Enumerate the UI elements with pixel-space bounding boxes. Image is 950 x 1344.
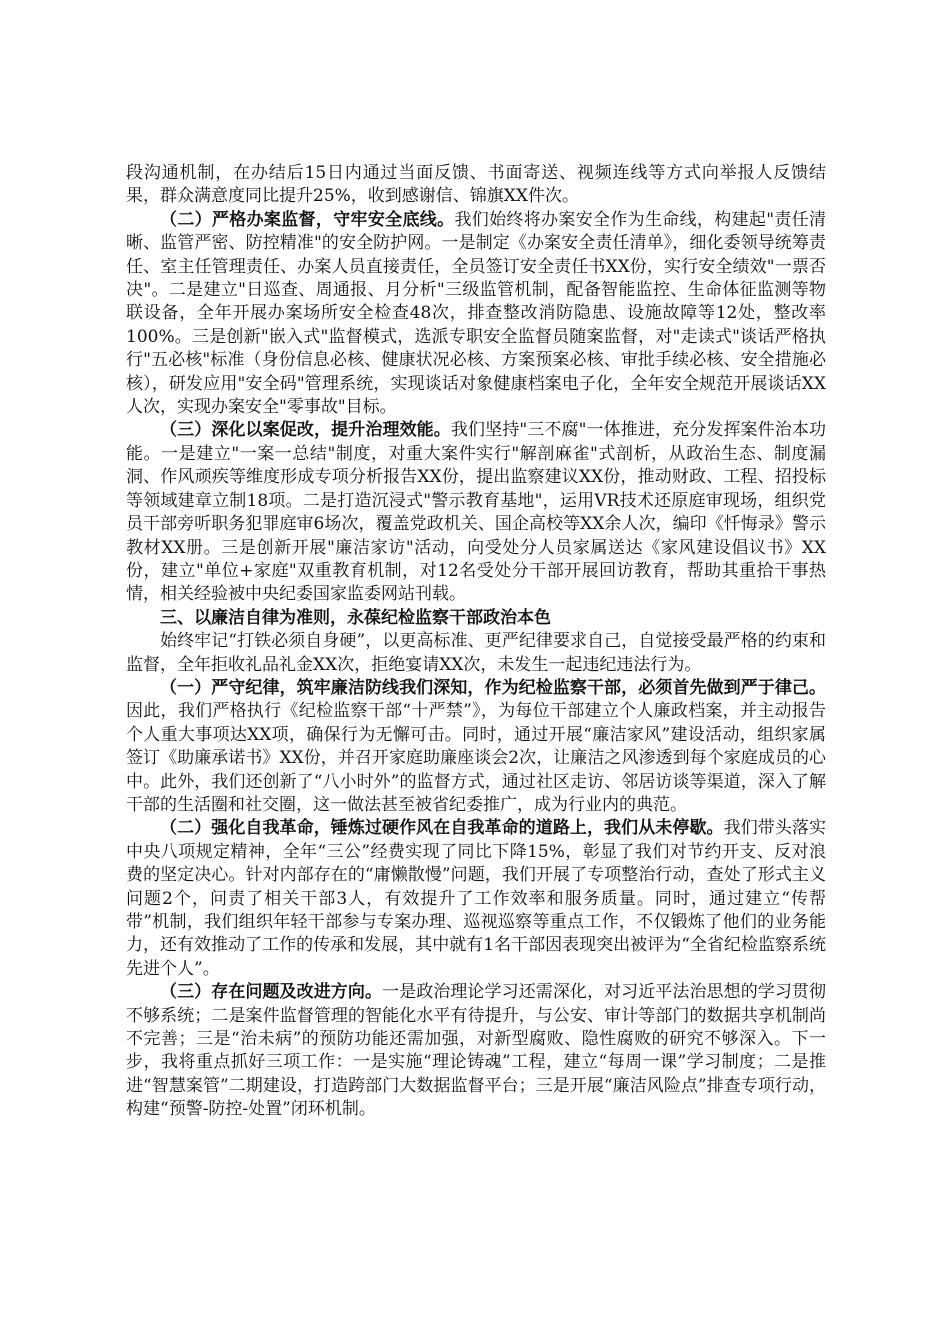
heading-case-supervision: （二）严格办案监督，守牢安全底线。 [160,209,455,230]
paragraph-case-supervision [126,209,826,420]
paragraph-section-three-intro: 始终牢记“打铁必须自身硬”，以更高标准、更严纪律要求自己，自觉接受最严格的约束和监督，全年拒收礼品礼金XX次，拒绝宴请XX次，未发生一起违纪违法行为。 [126,631,826,675]
paragraph-continuation: 段沟通机制，在办结后15日内通过当面反馈、书面寄送、视频连线等方式向举报人反馈结果，群众满意度同比提升25%，收到感谢信、锦旗XX件次。 [126,163,826,207]
paragraph-problems [126,981,826,1121]
paragraph-case-reform [126,419,826,606]
heading-self-revolution: （二）强化自我革命，锤炼过硬作风在自我革命的道路上，我们从未停歇。 [160,818,724,839]
body-case-supervision: 我们始终将办案安全作为生命线，构建起"责任清晰、监管严密、防控精准"的安全防护网。一是制定《办案安全责任清单》，细化委领导统筹责任、室主任管理责任、办案人员直接责任，全员签订安全责任书XX份，实行安全绩效"一票否决"。二是建立"日巡查、周通报、月分析"三级监管机制，配备智能监控、生命体征监测等物联设备，全年开展办案场所安全检查48次，排查整改消防隐患、设施故障等12处，整改率100%。三是创新"嵌入式"监督模式，选派专职安全监督员随案监督，对"走读式"谈话严格执行"五必核"标准（身份信息必核、健康状况必核、方案预案必核、审批手续必核、安全措施必核），研发应用"安全码"管理系统，实现谈话对象健康档案电子化，全年安全规范开展谈话XX人次，实现办案安全"零事故"目标。 [126,209,826,418]
document-page [126,162,826,1122]
body-self-revolution: 我们带头落实中央八项规定精神，全年“三公”经费实现了同比下降15%，彰显了我们对节约开支、反对浪费的坚定决心。针对内部存在的“庸懒散慢”问题，我们开展了专项整治行动，查处了形式主义问题2个，问责了相关干部3人，有效提升了工作效率和服务质量。同时，通过建立“传帮带”机制，我们组织年轻干部参与专案办理、巡视巡察等重点工作，不仅锻炼了他们的业务能力，还有效推动了工作的传承和发展，其中就有1名干部因表现突出被评为“全省纪检监察系统先进个人”。 [126,818,827,979]
paragraph-discipline [126,677,826,817]
body-discipline: 因此，我们严格执行《纪检监察干部“十严禁”》，为每位干部建立个人廉政档案，并主动报告个人重大事项达XX项，确保行为无懈可击。同时，通过开展“廉洁家风”建设活动，组织家属签订《助廉承诺书》XX份，并召开家庭助廉座谈会2次，让廉洁之风渗透到每个家庭成员的心中。此外，我们还创新了“八小时外”的监督方式，通过社区走访、邻居访谈等渠道，深入了解干部的生活圈和社交圈，这一做法甚至被省纪委推广，成为行业内的典范。 [126,701,826,815]
body-case-reform: 我们坚持"三不腐"一体推进，充分发挥案件治本功能。一是建立"一案一总结"制度，对重大案件实行"解剖麻雀"式剖析，从政治生态、制度漏洞、作风顽疾等维度形成专项分析报告XX份，提出监察建议XX份，推动财政、工程、招投标等领域建章立制18项。二是打造沉浸式"警示教育基地"，运用VR技术还原庭审现场，组织党员干部旁听职务犯罪庭审6场次，覆盖党政机关、国企高校等XX余人次，编印《忏悔录》警示教材XX册。三是创新开展"廉洁家访"活动，向受处分人员家属送达《家风建设倡议书》XX份，建立"单位+家庭"双重教育机制，对12名受处分干部开展回访教育，帮助其重拾干事热情，相关经验被中央纪委国家监委网站刊载。 [126,420,827,605]
section-three-title: 三、以廉洁自律为准则，永葆纪检监察干部政治本色 [160,607,551,628]
heading-discipline: （一）严守纪律，筑牢廉洁防线我们深知，作为纪检监察干部，必须首先做到严于律己。 [160,677,826,698]
paragraph-self-revolution [126,817,826,981]
body-problems: 一是政治理论学习还需深化，对习近平法治思想的学习贯彻不够系统；二是案件监督管理的智能化水平有待提升，与公安、审计等部门的数据共享机制尚不完善；三是“治未病”的预防功能还需加强，对新型腐败、隐性腐败的研究不够深入。下一步，我将重点抓好三项工作：一是实施“理论铸魂”工程，建立“每周一课”学习制度；二是推进“智慧案管”二期建设，打造跨部门大数据监督平台；三是开展“廉洁风险点”排查专项行动，构建“预警-防控-处置”闭环机制。 [126,982,827,1120]
heading-case-reform: （三）深化以案促改，提升治理效能。 [160,420,451,441]
heading-problems: （三）存在问题及改进方向。 [160,982,383,1003]
